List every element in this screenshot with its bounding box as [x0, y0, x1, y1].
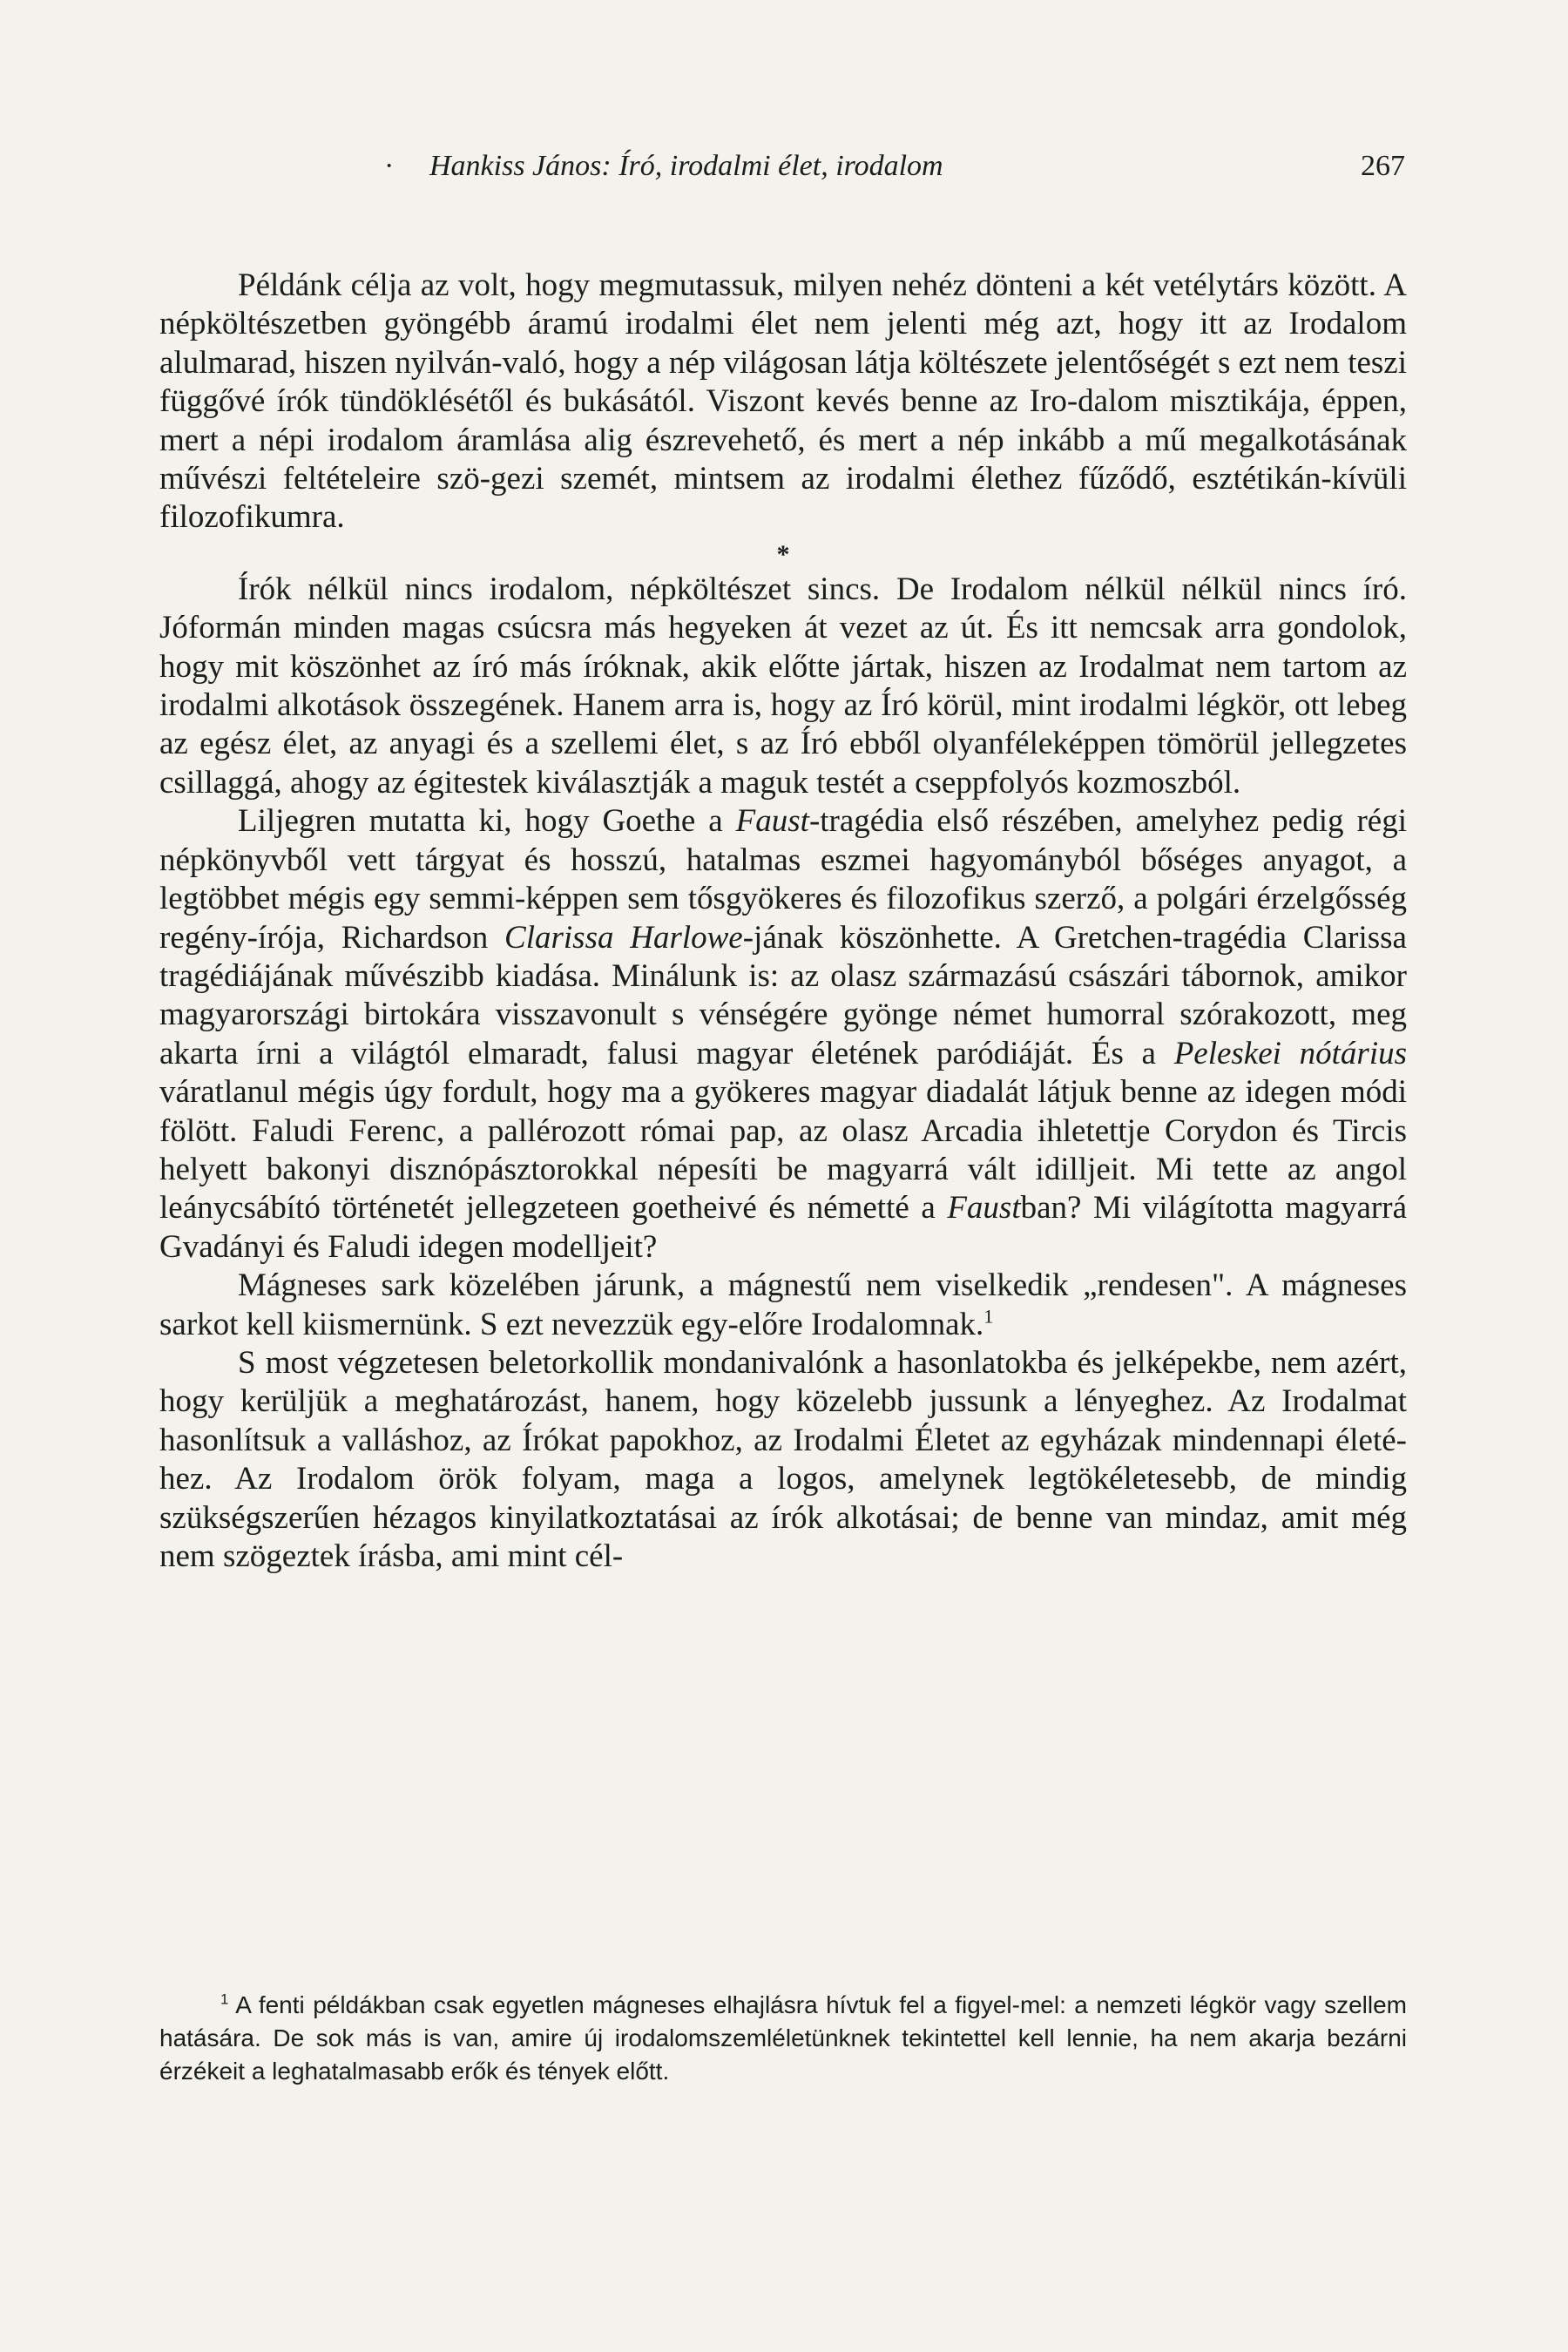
footnote-marker: 1 — [220, 1990, 229, 2008]
paragraph-5: S most végzetesen beletorkollik mondanivalónk a hasonlatokba és jelképekbe, nem azért, hogy kerüljük a meghatározást, hanem, hogy közelebb jussunk a lényeghez. Az Irodalmat hasonlítsuk a valláshoz, az Írókat papokhoz, az Irodalmi Életet az egyházak mindennapi életé-hez. Az Irodalom örök folyam, maga a logos, amelynek legtökéletesebb, de mindig szükségszerűen hézagos kinyilatkoztatásai az írók alkotásai; de benne van mindaz, amit még nem szögeztek írásba, ami mint cél- — [159, 1344, 1407, 1574]
paragraph-4 — [159, 1267, 1407, 1344]
work-title-faust-2: Faust — [947, 1190, 1021, 1227]
running-head — [159, 145, 1405, 188]
page-number: 267 — [1361, 150, 1405, 182]
work-title-faust: Faust — [735, 803, 809, 840]
paragraph-3-text-d: váratlanul mégis úgy fordult, hogy ma a gyökeres magyar diadalát látjuk benne az idegen módi fölött. Faludi Ferenc, a pallérozott római pap, az olasz Arcadia ihletettje Corydon és Tircis helyett bakonyi disznópásztorokkal népesíti be magyarrá vált idilljeit. Mi tette az angol leánycsábító történetét jellegzeteen goetheivé és németté a — [159, 1074, 1407, 1227]
footnote-text: A fenti példákban csak egyetlen mágneses elhajlásra hívtuk fel a figyel-mel: a nemzeti légkör vagy szellem hatására. De sok más is van, amire új irodalomszemléletünknek tekintettel kell lennie, ha nem akarja bezárni érzékeit a leghatalmasabb erők és tények előtt. — [159, 1991, 1407, 2085]
paragraph-3-text-c: -jának köszönhette. A Gretchen-tragédia Clarissa tragédiájának művészibb kiadása. Minálunk is: az olasz származású császári tábornok, amikor magyarországi birtokára visszavonult s vénségére gyönge német humorral szórakozott, meg akarta írni a világtól elmaradt, falusi magyar életének paródiáját. És a — [159, 919, 1407, 1071]
paragraph-1: Példánk célja az volt, hogy megmutassuk, milyen nehéz dönteni a két vetélytárs között. A népköltészetben gyöngébb áramú irodalmi élet nem jelenti még azt, hogy itt az Irodalom alulmarad, hiszen nyilván-való, hogy a nép világosan látja költészete jelentőségét s ezt nem teszi függővé írók tündöklésétől és bukásától. Viszont kevés benne az Iro-dalom misztikája, éppen, mert a népi irodalom áramlása alig észrevehető, és mert a nép inkább a mű megalkotásának művészi feltételeire szö-gezi szemét, mintsem az irodalmi élethez fűződő, esztétikán-kívüli filozofikumra. — [159, 267, 1407, 536]
paragraph-3 — [159, 802, 1407, 1267]
paragraph-2: Írók nélkül nincs irodalom, népköltészet sincs. De Irodalom nélkül nélkül nincs író. Jóformán minden magas csúcsra más hegyeken át vezet az út. És itt nemcsak arra gondolok, hogy mit köszönhet az író más íróknak, akik előtte jártak, hiszen az Irodalmat nem tartom az irodalmi alkotások összegének. Hanem arra is, hogy az Író körül, mint irodalmi légkör, ott lebeg az egész élet, az anyagi és a szellemi élet, s az Író ebből olyanféleképpen tömörül jellegzetes csillaggá, ahogy az égitestek kiválasztják a maguk testét a cseppfolyós kozmoszból. — [159, 571, 1407, 801]
footnote-1 — [159, 1989, 1407, 2088]
body-text — [159, 267, 1407, 1576]
work-title-clarissa-harlowe: Clarissa Harlowe — [504, 919, 743, 956]
running-head-title: Hankiss János: Író, irodalmi élet, irodalom — [429, 150, 943, 182]
section-divider: * — [776, 539, 790, 569]
footnote-reference[interactable]: 1 — [983, 1305, 994, 1328]
paragraph-3-text-b: -tragédia első részében, amelyhez pedig régi népkönyvből vett tárgyat és hosszú, hatalmas eszmei hagyományból bőséges anyagot, a legtöbbet mégis egy semmi-képpen sem tősgyökeres és filozofikus szerző, a polgári érzelgősség regény-írója, Richardson — [159, 803, 1407, 956]
paragraph-4-text: Mágneses sark közelében járunk, a mágnestű nem viselkedik „rendesen". A mágneses sarkot kell kiismernünk. S ezt nevezzük egy-előre Irodalomnak. — [159, 1267, 1407, 1342]
work-title-peleskei-notarius: Peleskei nótárius — [1173, 1035, 1408, 1071]
paragraph-3-text-a: Liljegren mutatta ki, hogy Goethe a — [238, 803, 736, 840]
head-mark: · — [384, 150, 395, 182]
paragraph-3-text-e: ban? Mi világította magyarrá Gvadányi és Faludi idegen modelljeit? — [159, 1190, 1407, 1265]
footnotes — [159, 1989, 1407, 2088]
